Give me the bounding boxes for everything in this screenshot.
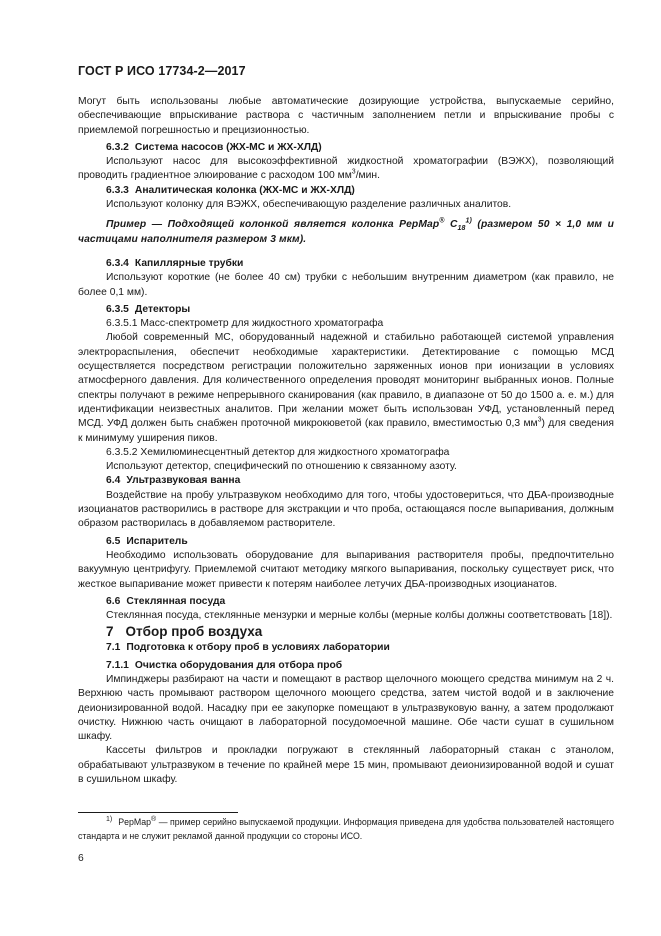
- section-6-3-5-2-heading: 6.3.5.2 Хемилюминесцентный детектор для жидкостного хроматографа: [106, 446, 450, 458]
- section-6-3-4-text: Используют короткие (не более 40 см) трубки с небольшим внутренним диаметром (как правило, не более 0,1 мм).: [78, 272, 614, 298]
- section-6-3-3-text: Используют колонку для ВЭЖХ, обеспечивающую разделение различных аналитов.: [106, 199, 512, 211]
- intro-paragraph: Могут быть использованы любые автоматические дозирующие устройства, выпускаемые серийно, обеспечивающие впрыскивание раствора с частичным заполнением петли и впрыскивание пробы с приемлемой погрешностью и прецизионностью.: [78, 96, 614, 136]
- section-6-3-2-heading: 6.3.2 Система насосов (ЖХ-МС и ЖХ-ХЛД): [106, 141, 322, 153]
- section-6-3-5-2-text: Используют детектор, специфический по отношению к связанному азоту.: [106, 461, 457, 473]
- page-number: 6: [78, 853, 84, 864]
- section-7-1-1-heading: 7.1.1 Очистка оборудования для отбора проб: [106, 659, 343, 671]
- main-content: [78, 95, 614, 787]
- section-6-3-5-heading: 6.3.5 Детекторы: [106, 303, 191, 315]
- footnote: 1) PepMap® — пример серийно выпускаемой продукции. Информация приведена для удобства пользователей настоящего стандарта и не служит рекламой данной продукции со стороны ИСО.: [78, 816, 614, 841]
- section-6-4-heading: 6.4 Ультразвуковая ванна: [106, 475, 241, 487]
- section-6-3-5-1-heading: 6.3.5.1 Масс-спектрометр для жидкостного хроматографа: [106, 318, 384, 330]
- document-header: ГОСТ Р ИСО 17734-2—2017: [78, 64, 246, 78]
- section-7-1-1-paragraph-1: Импинджеры разбирают на части и помещают в раствор щелочного моющего средства минимум на 2 ч. Верхнюю часть промывают раствором щелочного моющего средства, затем чистой водой и в заключение деионизированной водой. Насадку при ее закупорке помещают в ультразвуковую ванну, а затем продолжают очистку. Нижнюю часть очищают в лабораторной посудомоечной машине. Обе части сушат в сушильном шкафу.: [78, 673, 614, 743]
- section-6-5-text: Необходимо использовать оборудование для выпаривания растворителя пробы, предпочтительно вакуумную центрифугу. Приемлемой считают методику мягкого выпаривания, поскольку существует риск, что жесткое выпаривание может привести к потерям наиболее летучих ДБА-производных изоцианатов.: [78, 549, 614, 590]
- example-note: Пример — Подходящей колонкой является колонка PepMap® $C_{18}^{1)}$ (размером 50 × 1,0 мм и частицами наполнителя размером 3 мкм).: [78, 217, 614, 245]
- section-6-6-heading: 6.6 Стеклянная посуда: [106, 595, 226, 607]
- section-6-3-5-1-text: Любой современный МС, оборудованный надежной и стабильно работающей системой управления электрораспыления, обеспечит необходимые характеристики. Детектирование с помощью МСД осуществляется посредством регистрации положительно заряженных ионов при ионизации в условиях атмосферного давления. Для количественного определения проводят мониторинг выбранных ионов. Полные спектры получают в режиме непрерывного сканирования (как правило, в диапазоне от 50 до 1500 а. е. м.) для идентификации неизвестных аналитов. При желании может быть использован УФД, установленный перед МСД. УФД должен быть снабжен проточной микрокюветой (как правило, вместимостью 0,3 $мм^3$) для сведения к минимуму уширения пиков.: [78, 332, 615, 444]
- section-7-1-1-paragraph-2: Кассеты фильтров и прокладки погружают в стеклянный лабораторный стакан с этанолом, обрабатывают ультразвуком в течение по крайней мере 15 мин, промывают деионизированной водой и сушат в сушильном шкафу.: [78, 745, 614, 786]
- section-6-3-3-heading: 6.3.3 Аналитическая колонка (ЖХ-МС и ЖХ-ХЛД): [106, 184, 355, 196]
- section-6-4-text: Воздействие на пробу ультразвуком необходимо для того, чтобы удостовериться, что ДБА-производные изоцианатов растворились в растворе для экстракции и что проба, остающаяся после выпаривания, должным образом растворилась в добавляемом растворителе.: [78, 489, 614, 530]
- footnote-divider: [78, 812, 238, 813]
- section-6-3-4-heading: 6.3.4 Капиллярные трубки: [106, 257, 244, 269]
- section-7-1-heading: 7.1 Подготовка к отбору проб в условиях лаборатории: [106, 642, 390, 654]
- section-6-5-heading: 6.5 Испаритель: [106, 535, 188, 547]
- section-7-heading: 7 Отбор проб воздуха: [106, 624, 263, 640]
- section-6-3-2-text: Используют насос для высокоэффективной жидкостной хроматографии (ВЭЖХ), позволяющий проводить градиентное элюирование с расходом 100 $мм^3$/мин.: [78, 156, 614, 182]
- section-6-6-text: Стеклянная посуда, стеклянные мензурки и мерные колбы (мерные колбы должны соответствовать [18]).: [106, 610, 613, 622]
